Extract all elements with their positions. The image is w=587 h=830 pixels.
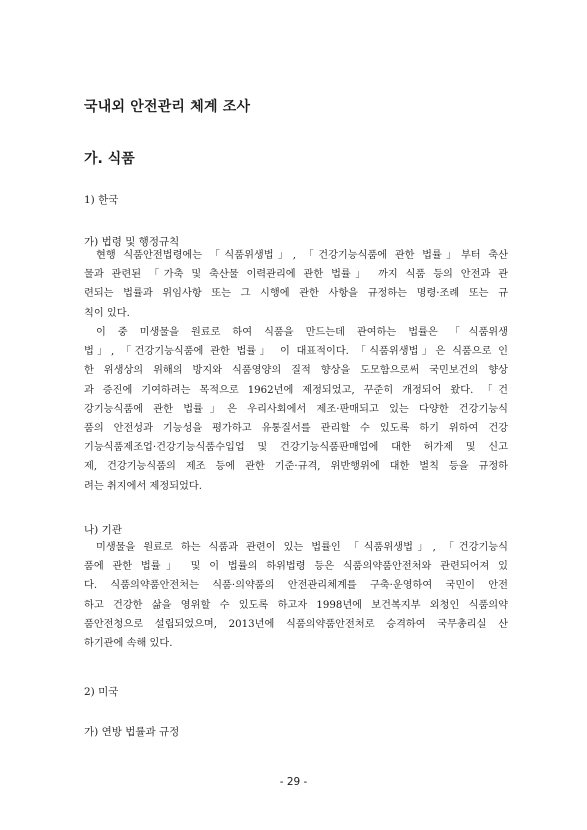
text-line: 하기관에 속해 있다. — [84, 638, 173, 650]
text-line: 려는 취지에서 제정되었다. — [84, 480, 202, 492]
text-line: 련되는 법률과 위임사항 또는 그 시행에 관한 사항을 규정하는 명령·조례 또는 규 — [84, 288, 508, 300]
text-line: 제, 건강기능식품의 제조 등에 관한 기준·규격, 위반행위에 대한 벌칙 등을 규정하 — [84, 461, 508, 473]
text-line: 물과 관련된 「가축 및 축산물 이력관리에 관한 법률」 까지 식품 등의 안전과 관 — [84, 269, 508, 281]
text-line: 품에 관한 법률」 및 이 법률의 하위법령 등은 식품의약품안전처와 관련되어져 있 — [84, 561, 508, 573]
text-line: 강기능식품에 관한 법률」은 우리사회에서 제조·판매되고 있는 다양한 건강기능식 — [84, 403, 508, 415]
text-line: 하고 건강한 삶을 영위할 수 있도록 하고자 1998년에 보건복지부 외청인 식품의약 — [84, 599, 508, 611]
text-line: 과 증진에 기여하려는 목적으로 1962년에 제정되었고, 꾸준히 개정되어 왔다. 「건 — [84, 384, 508, 396]
page-number: - 29 - — [279, 776, 308, 788]
text-line: 한 위생상의 위해의 방지와 식품영양의 질적 향상을 도모함으로써 국민보건의 향상 — [84, 365, 508, 377]
chapter-title: 국내외 안전관리 체계 조사 — [84, 99, 251, 115]
heading-federal-laws: 가) 연방 법률과 규정 — [84, 726, 180, 738]
text-line: 법」, 「건강기능식품에 관한 법률」 이 대표적이다. 「식품위생법」은 식품으로 인 — [84, 346, 508, 358]
heading-institutions: 나) 기관 — [84, 524, 122, 536]
subsection-heading-usa: 2) 미국 — [84, 686, 119, 698]
text-line: 품의 안전성과 기능성을 평가하고 유통질서를 관리할 수 있도록 하기 위하여 건강 — [84, 423, 508, 435]
paragraph-laws-1 — [84, 246, 508, 323]
paragraph-laws-2 — [84, 323, 508, 496]
section-title: 가. 식품 — [84, 151, 135, 167]
text-line: 다. 식품의약품안전처는 식품·의약품의 안전관리체계를 구축·운영하여 국민이 안전 — [84, 580, 508, 592]
text-line: 이 중 미생물을 원료로 하여 식품을 만드는데 관여하는 법률은 「식품위생 — [96, 327, 508, 338]
text-line: 기능식품제조업·건강기능식품수입업 및 건강기능식품판매업에 대한 허가제 및 신고 — [84, 442, 508, 454]
subsection-heading-korea: 1) 한국 — [84, 194, 119, 206]
text-line: 품안전청으로 설립되었으며, 2013년에 식품의약품안전처로 승격하여 국무총리실 산 — [84, 618, 508, 630]
text-line: 칙이 있다. — [84, 307, 130, 319]
paragraph-institutions — [84, 538, 508, 653]
text-line: 현행 식품안전법령에는 「식품위생법」, 「건강기능식품에 관한 법률」부터 축산 — [96, 250, 508, 261]
text-line: 미생물을 원료로 하는 식품과 관련이 있는 법률인 「식품위생법」, 「건강기능식 — [96, 542, 508, 553]
heading-laws-regulations: 가) 법령 및 행정규칙 — [84, 236, 180, 248]
